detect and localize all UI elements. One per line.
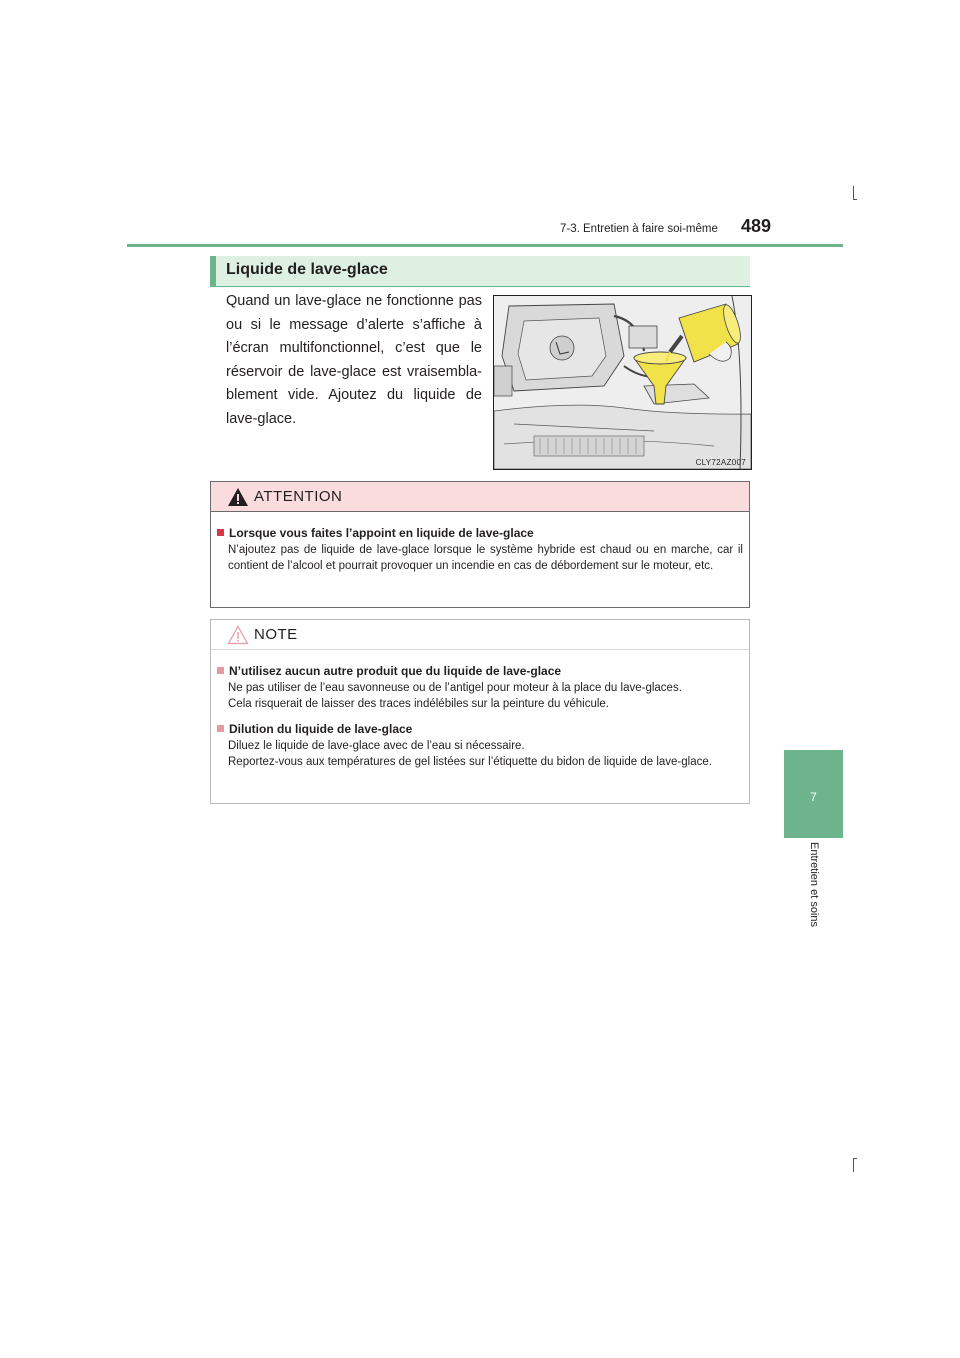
warning-triangle-icon	[227, 487, 249, 507]
note-item-title: Dilution du liquide de lave-glace	[217, 721, 743, 738]
note-title: NOTE	[254, 626, 298, 643]
section-heading	[210, 256, 750, 286]
chapter-tab	[784, 750, 843, 838]
chapter-number: 7	[810, 790, 817, 804]
section-title: Liquide de lave-glace	[226, 261, 388, 278]
note-item-body-line: Reportez-vous aux températures de gel listées sur l’étiquette du bidon de liquide de lave-glace.	[228, 756, 712, 768]
note-item-body-line: Ne pas utiliser de l’eau savonneuse ou de l’antigel pour moteur à la place du lave-glaces.	[228, 682, 682, 694]
header-rule	[127, 244, 843, 247]
section-heading-rule	[210, 286, 750, 287]
note-item-body-line: Cela risquerait de laisser des traces indélébiles sur la peinture du véhicule.	[228, 698, 609, 710]
section-heading-bar	[210, 256, 216, 286]
crop-mark-top-tick	[853, 199, 857, 200]
page-number: 489	[741, 216, 772, 236]
note-box	[210, 619, 750, 804]
washer-fluid-illustration	[493, 295, 752, 470]
crop-mark-bottom	[853, 1158, 854, 1172]
bullet-square-icon	[217, 667, 224, 674]
caution-triangle-outline-icon	[227, 625, 249, 645]
attention-title: ATTENTION	[254, 488, 343, 505]
engine-bay-illustration	[494, 296, 751, 469]
note-item-body-line: Diluez le liquide de lave-glace avec de l’eau si nécessaire.	[228, 740, 525, 752]
chapter-label: Entretien et soins	[808, 842, 820, 927]
bullet-square-icon	[217, 725, 224, 732]
attention-box	[210, 481, 750, 608]
attention-item-body: N’ajoutez pas de liquide de lave-glace lorsque le système hybride est chaud ou en marche, car il contient de l’alcool et pourrait provoquer un incendie en cas de débordement sur le moteur, etc.	[228, 544, 743, 572]
note-item-2	[217, 721, 743, 770]
section-body-text: Quand un lave-glace ne fonctionne pas ou si le message d’alerte s’affiche à l’écran multifonctionnel, c’est que le réservoir de lave-glace est vraisembla-blement vide. Ajoutez du liquide de lave-glace.	[226, 293, 482, 427]
note-item-title: N’utilisez aucun autre produit que du liquide de lave-glace	[217, 663, 743, 680]
crop-mark-top	[853, 186, 854, 200]
crop-mark-bottom-tick	[853, 1158, 857, 1159]
figure-code: CLY72AZ007	[695, 458, 746, 467]
note-header	[211, 620, 749, 650]
attention-header	[211, 482, 749, 512]
attention-item	[217, 525, 743, 574]
attention-item-title: Lorsque vous faites l’appoint en liquide de lave-glace	[217, 525, 743, 542]
bullet-square-icon	[217, 529, 224, 536]
note-item-1	[217, 663, 743, 712]
running-header-section: 7-3. Entretien à faire soi-même	[560, 223, 718, 235]
